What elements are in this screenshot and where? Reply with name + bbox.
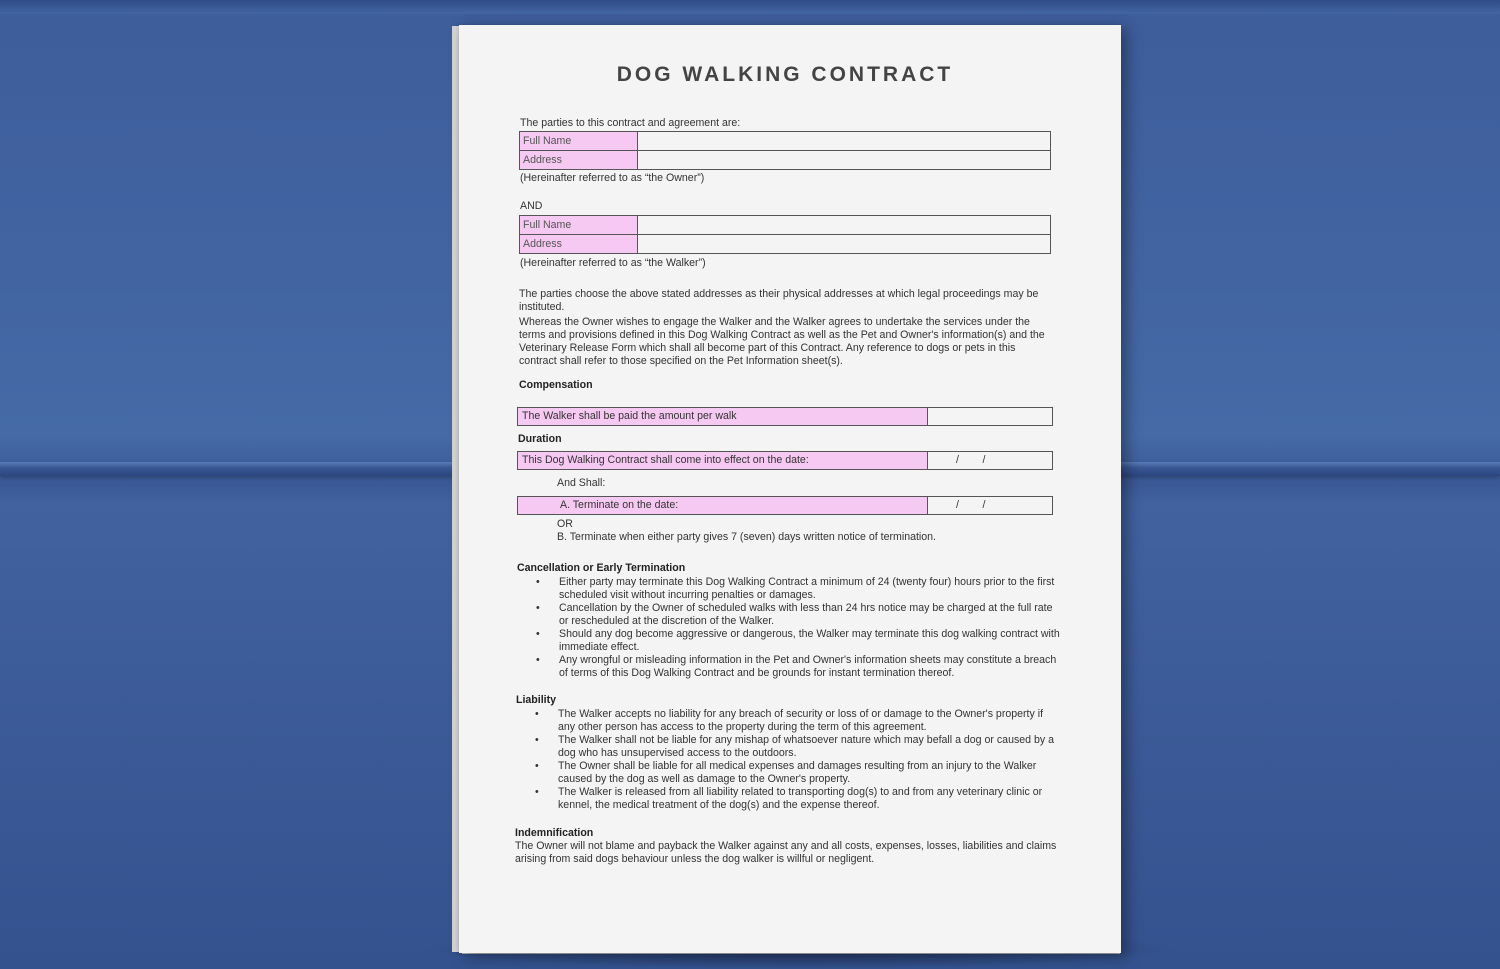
list-item: [518, 734, 1063, 760]
bullet-dot: •: [536, 628, 540, 640]
bullet-dot: •: [535, 786, 539, 798]
list-item-text: The Walker is released from all liability related to transporting dog(s) to and from any veterinary clinic or kennel, the medical treatment of the dog(s) and the expense thereof.: [558, 786, 1043, 811]
walker-details-table: [519, 215, 1051, 254]
bullet-dot: •: [536, 654, 540, 666]
owner-name-label: Full Name: [520, 132, 638, 150]
compensation-label: The Walker shall be paid the amount per walk: [518, 408, 928, 425]
walker-address-label: Address: [520, 235, 638, 253]
list-item-text: Should any dog become aggressive or dangerous, the Walker may terminate this dog walking contract with immediate effect.: [559, 628, 1060, 653]
terminate-date-field[interactable]: / /: [956, 499, 986, 511]
list-item: [518, 786, 1063, 812]
document-title: DOG WALKING CONTRACT: [616, 63, 954, 86]
list-item-text: The Owner shall be liable for all medical expenses and damages resulting from an injury to the Walker caused by the dog as well as damage to the Owner's property.: [558, 760, 1037, 785]
or-label: OR: [557, 518, 573, 530]
panel-top-groove: [0, 0, 1500, 14]
list-item: [518, 708, 1063, 734]
option-b-text: B. Terminate when either party gives 7 (seven) days written notice of termination.: [557, 531, 937, 543]
and-label: AND: [520, 200, 543, 212]
list-item: [519, 654, 1064, 680]
list-item: [519, 602, 1064, 628]
bullet-dot: •: [536, 602, 540, 614]
list-item-text: Either party may terminate this Dog Walking Contract a minimum of 24 (twenty four) hours prior to the first scheduled visit without incurring penalties or damages.: [559, 576, 1055, 601]
terminate-date-row: [517, 496, 1053, 515]
compensation-amount-field[interactable]: [932, 408, 1050, 425]
compensation-heading: Compensation: [519, 379, 593, 391]
effect-date-row: [517, 451, 1053, 470]
list-item: [518, 760, 1063, 786]
terminate-date-label: A. Terminate on the date:: [518, 497, 928, 514]
cancellation-list: [519, 576, 1064, 680]
owner-name-row: [520, 132, 1050, 151]
bullet-dot: •: [536, 576, 540, 588]
contract-page: [459, 25, 1121, 953]
indemnification-text: The Owner will not blame and payback the Walker against any and all costs, expenses, losses, liabilities and claims arising from said dogs behaviour unless the dog walker is willful or negligent.: [515, 840, 1057, 865]
list-item-text: The Walker accepts no liability for any breach of security or loss of or damage to the Owner's property if any other person has access to the property during the term of this agreement.: [558, 708, 1044, 733]
walker-address-row: [520, 235, 1050, 253]
and-shall-label: And Shall:: [557, 477, 606, 489]
parties-intro: The parties to this contract and agreement are:: [520, 117, 741, 129]
owner-address-label: Address: [520, 151, 638, 169]
cancellation-heading: Cancellation or Early Termination: [517, 562, 686, 574]
list-item-text: The Walker shall not be liable for any mishap of whatsoever nature which may befall a dog or caused by a dog who has unsupervised access to the outdoors.: [558, 734, 1055, 759]
whereas-paragraph: Whereas the Owner wishes to engage the Walker and the Walker agrees to undertake the services under the terms and provisions defined in this Dog Walking Contract as well as the Pet and Owner's information(s) and the Veterinary Release Form which shall all become part of this Contract. Any reference to dogs or pets in this contract shall refer to those specified on the Pet Information sheet(s).: [519, 316, 1045, 367]
bullet-dot: •: [535, 760, 539, 772]
owner-note: (Hereinafter referred to as “the Owner”): [520, 172, 705, 184]
effect-date-field[interactable]: / /: [956, 454, 986, 466]
liability-heading: Liability: [516, 694, 557, 706]
walker-name-row: [520, 216, 1050, 235]
list-item-text: Any wrongful or misleading information in the Pet and Owner's information sheets may constitute a breach of terms of this Dog Walking Contract and be grounds for instant termination thereof.: [559, 654, 1057, 679]
owner-details-table: [519, 131, 1051, 170]
addresses-paragraph: The parties choose the above stated addresses as their physical addresses at which legal proceedings may be instituted.: [519, 288, 1039, 313]
owner-address-row: [520, 151, 1050, 169]
walker-name-label: Full Name: [520, 216, 638, 234]
indemnification-heading: Indemnification: [515, 827, 594, 839]
bullet-dot: •: [535, 708, 539, 720]
effect-date-label: This Dog Walking Contract shall come into effect on the date:: [518, 452, 928, 469]
bullet-dot: •: [535, 734, 539, 746]
walker-note: (Hereinafter referred to as “the Walker”): [520, 257, 706, 269]
list-item: [519, 576, 1064, 602]
list-item-text: Cancellation by the Owner of scheduled walks with less than 24 hrs notice may be charged at the full rate or rescheduled at the discretion of the Walker.: [559, 602, 1053, 627]
duration-heading: Duration: [518, 433, 562, 445]
compensation-field-row: [517, 407, 1053, 426]
liability-list: [518, 708, 1063, 812]
list-item: [519, 628, 1064, 654]
